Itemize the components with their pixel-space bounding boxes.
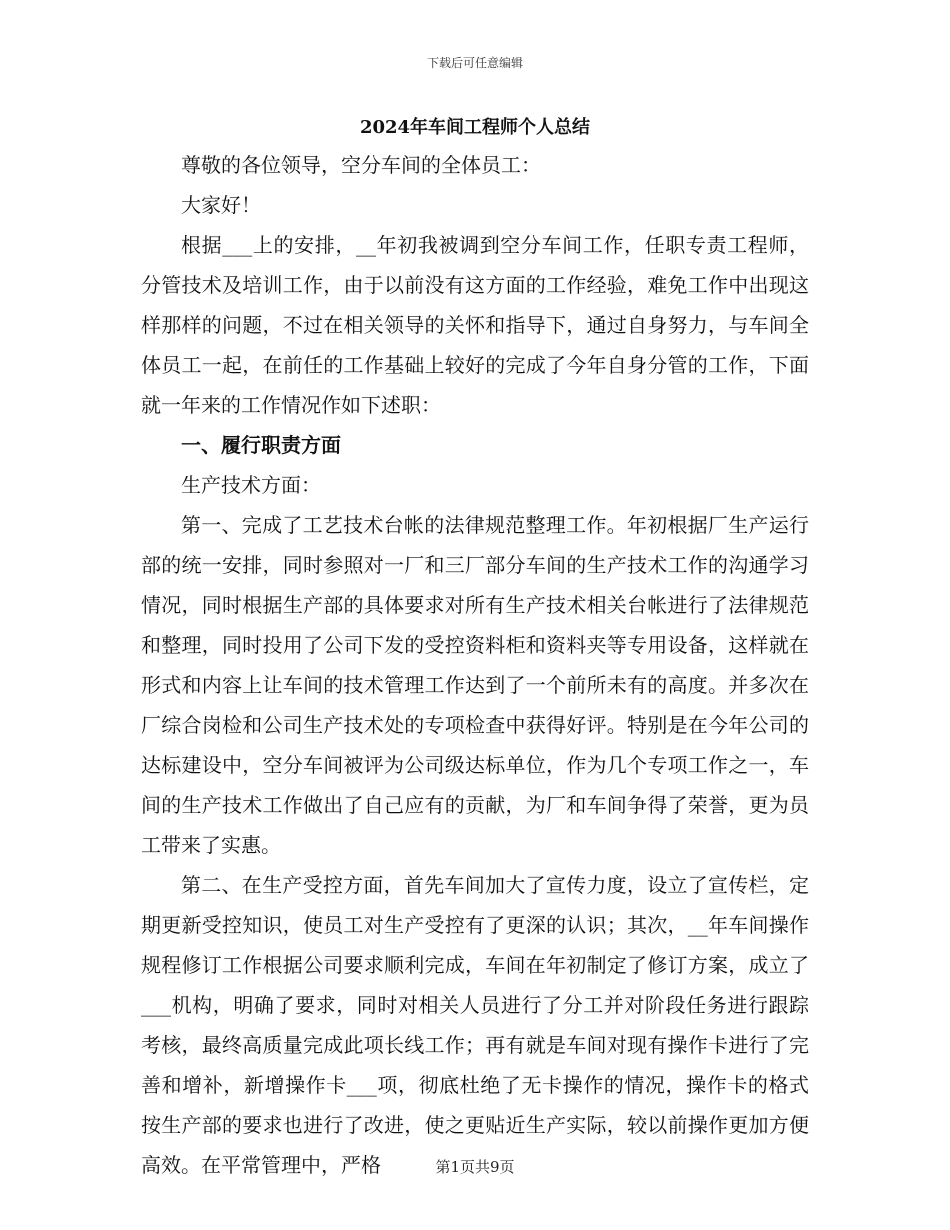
page-footer: 第1页共9页 (435, 1158, 515, 1176)
document-title: 2024年车间工程师个人总结 (359, 117, 591, 138)
body-paragraph: 第一、完成了工艺技术台帐的法律规范整理工作。年初根据厂生产运行部的统一安排，同时参照对一厂和三厂部分车间的生产技术工作的沟通学习情况，同时根据生产部的具体要求对所有生产技术相关台帐进行了法律规范和整理，同时投用了公司下发的受控资料柜和资料夹等专用设备，这样就在形式和内容上让车间的技术管理工作达到了一个前所未有的高度。并多次在厂综合岗检和公司生产技术处的专项检查中获得好评。特别是在今年公司的达标建设中，空分车间被评为公司级达标单位，作为几个专项工作之一，车间的生产技术工作做出了自己应有的贡献，为厂和车间争得了荣誉，更为员工带来了实惠。 (141, 513, 809, 857)
greeting: 大家好！ (181, 193, 261, 217)
subsection-label: 生产技术方面： (181, 473, 321, 497)
intro-paragraph: 根据___上的安排，__年初我被调到空分车间工作，任职专责工程师，分管技术及培训工作，由于以前没有这方面的工作经验，难免工作中出现这样那样的问题，不过在相关领导的关怀和指导下，通过自身努力，与车间全体员工一起，在前任的工作基础上较好的完成了今年自身分管的工作，下面就一年来的工作情况作如下述职： (141, 233, 809, 417)
salutation: 尊敬的各位领导，空分车间的全体员工： (181, 153, 541, 177)
page-header: 下载后可任意编辑 (426, 56, 523, 70)
body-paragraph: 第二、在生产受控方面，首先车间加大了宣传力度，设立了宣传栏，定期更新受控知识，使员工对生产受控有了更深的认识；其次，__年车间操作规程修订工作根据公司要求顺利完成，车间在年初制定了修订方案，成立了___机构，明确了要求，同时对相关人员进行了分工并对阶段任务进行跟踪考核，最终高质量完成此项长线工作；再有就是车间对现有操作卡进行了完善和增补，新增操作卡___项，彻底杜绝了无卡操作的情况，操作卡的格式按生产部的要求也进行了改进，使之更贴近生产实际，较以前操作更加方便高效。在平常管理中，严格 (141, 873, 809, 1177)
section-heading: 一、履行职责方面 (181, 433, 341, 457)
document-body (141, 145, 809, 1185)
